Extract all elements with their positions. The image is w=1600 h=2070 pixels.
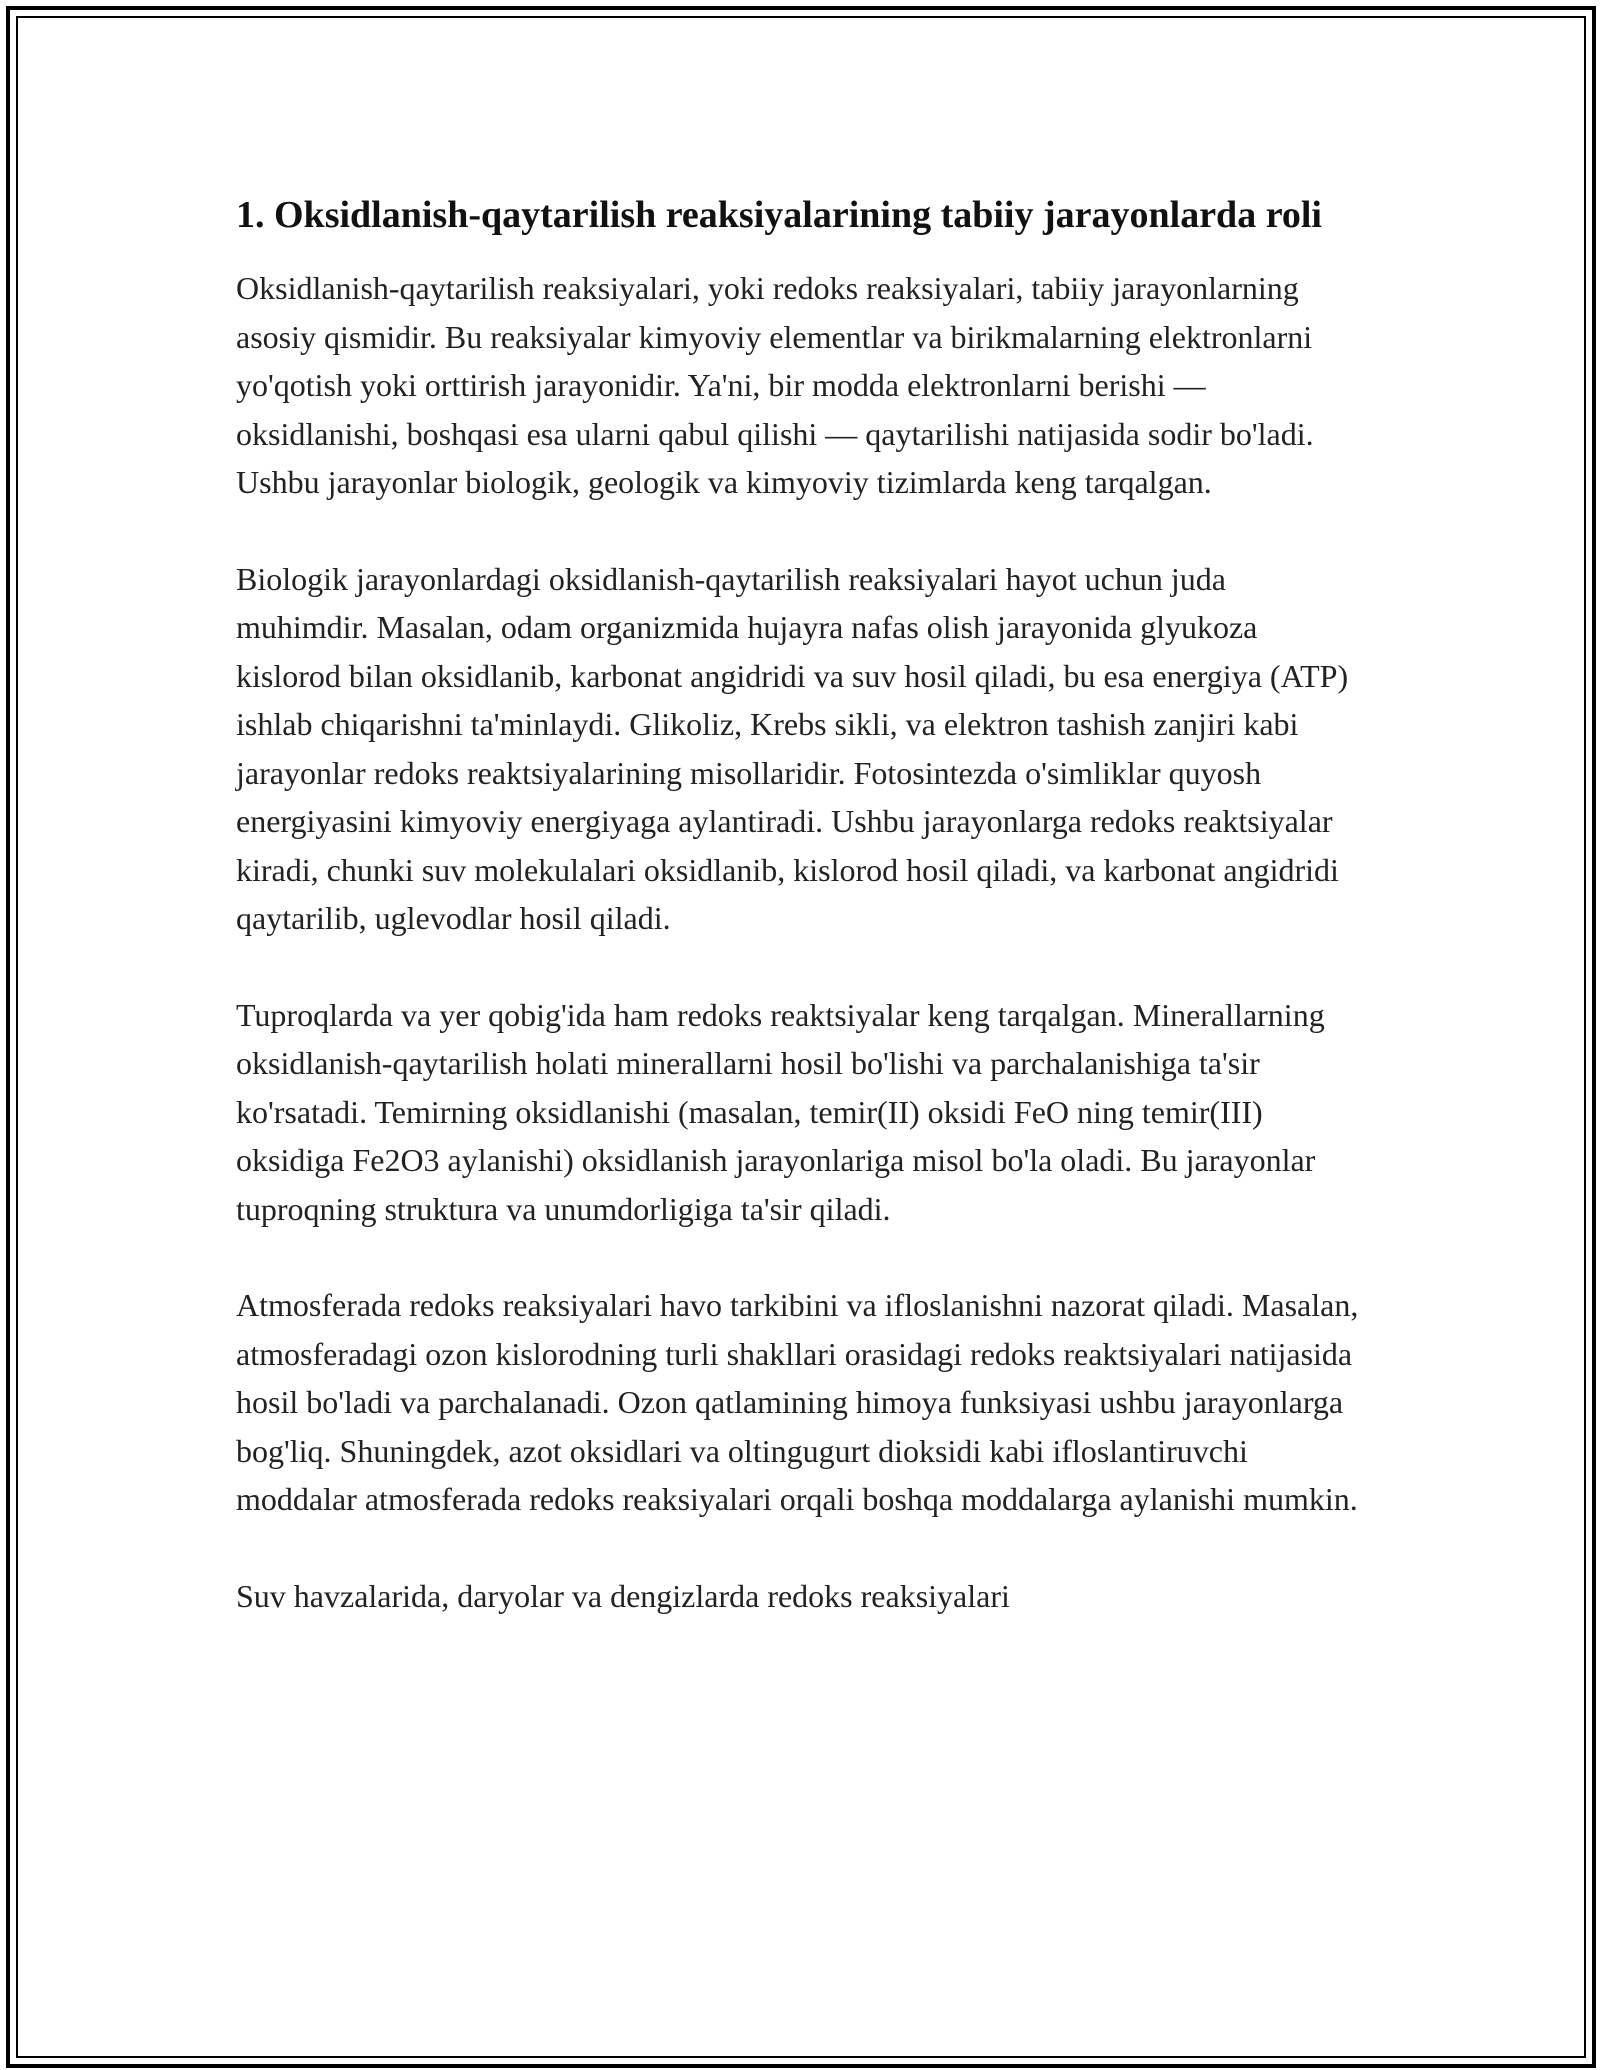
paragraph-geological: Tuproqlarda va yer qobig'ida ham redoks reaktsiyalar keng tarqalgan. Minerallarning oksidlanish-qaytarilish holati minerallarni hosil bo'lishi va parchalanishiga ta'sir ko'rsatadi. Temirning oksidlanishi (masalan, temir(II) oksidi FeO ning temir(III) oksidiga Fe2O3 aylanishi) oksidlanish jarayonlariga misol bo'la oladi. Bu jarayonlar tuproqning struktura va unumdorligiga ta'sir qiladi. bbox=[236, 996, 1325, 1227]
paragraph-water: Suv havzalarida, daryolar va dengizlarda redoks reaksiyalari bbox=[236, 1577, 1010, 1614]
section-heading: 1. Oksidlanish-qaytarilish reaksiyalarining tabiiy jarayonlarda roli bbox=[236, 194, 1322, 236]
document-body bbox=[236, 188, 1366, 1668]
paragraph-atmospheric: Atmosferada redoks reaksiyalari havo tarkibini va ifloslanishni nazorat qiladi. Masalan, atmosferadagi ozon kislorodning turli shakllari orasidagi redoks reaktsiyalari natijasida hosil bo'ladi va parchalanadi. Ozon qatlamining himoya funksiyasi ushbu jarayonlarga bog'liq. Shuningdek, azot oksidlari va oltingugurt dioksidi kabi ifloslantiruvchi moddalar atmosferada redoks reaksiyalari orqali boshqa moddalarga aylanishi mumkin. bbox=[236, 1287, 1359, 1517]
paragraph-intro: Oksidlanish-qaytarilish reaksiyalari, yoki redoks reaksiyalari, tabiiy jarayonlarning asosiy qismidir. Bu reaksiyalar kimyoviy elementlar va birikmalarning elektronlarni yo'qotish yoki orttirish jarayonidir. Ya'ni, bir modda elektronlarni berishi — oksidlanishi, boshqasi esa ularni qabul qilishi — qaytarilishi natijasida sodir bo'ladi. Ushbu jarayonlar biologik, geologik va kimyoviy tizimlarda keng tarqalgan. bbox=[236, 270, 1314, 500]
paragraph-biological: Biologik jarayonlardagi oksidlanish-qaytarilish reaksiyalari hayot uchun juda muhimdir. Masalan, odam organizmida hujayra nafas olish jarayonida glyukoza kislorod bilan oksidlanib, karbonat angidridi va suv hosil qiladi, bu esa energiya (ATP) ishlab chiqarishni ta'minlaydi. Glikoliz, Krebs sikli, va elektron tashish zanjiri kabi jarayonlar redoks reaktsiyalarining misollaridir. Fotosintezda o'simliklar quyosh energiyasini kimyoviy energiyaga aylantiradi. Ushbu jarayonlarga redoks reaktsiyalar kiradi, chunki suv molekulalari oksidlanib, kislorod hosil qiladi, va karbonat angidridi qaytarilib, uglevodlar hosil qiladi. bbox=[236, 560, 1349, 936]
